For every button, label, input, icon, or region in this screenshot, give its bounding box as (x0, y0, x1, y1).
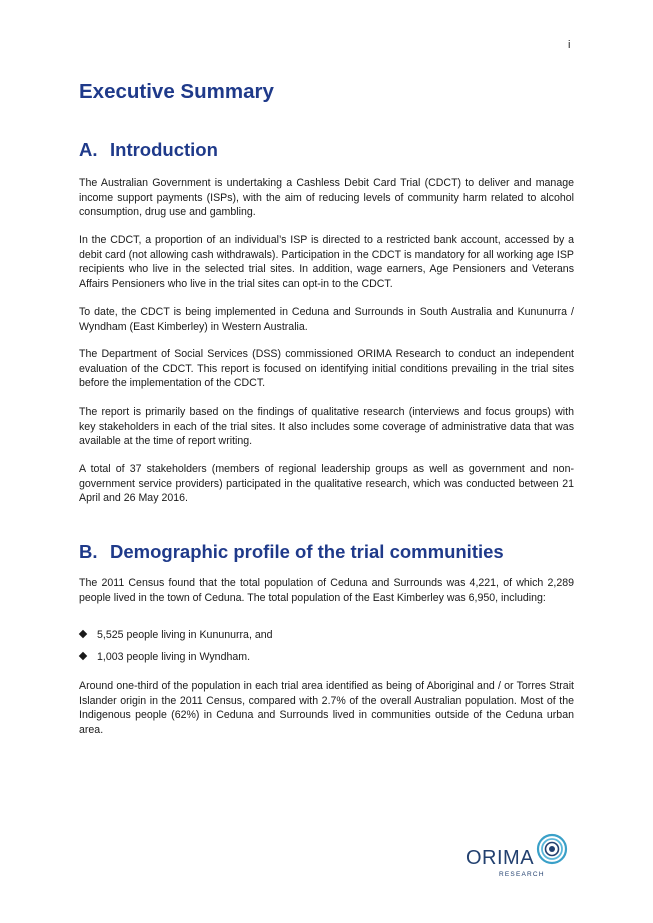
orima-circles-icon (536, 833, 568, 865)
paragraph: Around one-third of the population in each trial area identified as being of Aboriginal and / or Torres Strait Islander origin in the 2011 Census, compared with 2.7% of the overall Australian population. Most of the Indigenous people (62%) in Ceduna and Surrounds lived in communities outside of the Ceduna urban area. (79, 680, 574, 737)
section-title: Introduction (110, 139, 218, 160)
paragraph: A total of 37 stakeholders (members of regional leadership groups as well as government and non-government service providers) participated in the qualitative research, which was conducted between 21 April and 26 May 2016. (79, 463, 574, 505)
paragraph: The Australian Government is undertaking a Cashless Debit Card Trial (CDCT) to deliver and manage income support payments (ISPs), with the aim of reducing levels of community harm related to alcohol consumption, drug use and gambling. (79, 177, 574, 219)
paragraph: In the CDCT, a proportion of an individual’s ISP is directed to a restricted bank account, accessed by a debit card (not allowing cash withdrawals). Participation in the CDCT is mandatory for all working age ISP recipients who live in the selected trial sites. In addition, wage earners, Age Pensioners and Veterans Affairs Pensioners who live in the trial sites can opt-in to the CDCT. (79, 234, 574, 291)
diamond-bullet-icon (79, 652, 87, 660)
page-title: Executive Summary (79, 80, 274, 103)
section-heading-introduction (79, 139, 218, 161)
section-title: Demographic profile of the trial communities (110, 541, 504, 562)
paragraph: The report is primarily based on the findings of qualitative research (interviews and focus groups) with key stakeholders in each of the trial sites. It also includes some coverage of administrative data that was available at the time of report writing. (79, 406, 574, 448)
orima-logo (466, 833, 574, 883)
section-heading-demographic-profile (79, 541, 504, 563)
paragraph: The 2011 Census found that the total population of Ceduna and Surrounds was 4,221, of which 2,289 people lived in the town of Ceduna. The total population of the East Kimberley was 6,950, including: (79, 577, 574, 604)
section-letter: B. (79, 541, 98, 562)
paragraph: To date, the CDCT is being implemented in Ceduna and Surrounds in South Australia and Kununurra / Wyndham (East Kimberley) in Western Australia. (79, 306, 574, 333)
paragraph: The Department of Social Services (DSS) commissioned ORIMA Research to conduct an independent evaluation of the CDCT. This report is focused on identifying initial conditions prevailing in the trial sites before the implementation of the CDCT. (79, 348, 574, 390)
logo-wordmark: ORIMA (466, 847, 535, 869)
logo-subtitle: RESEARCH (499, 871, 545, 878)
bullet-item (80, 628, 273, 643)
page-number: i (568, 39, 571, 51)
section-letter: A. (79, 139, 98, 160)
bullet-text: 1,003 people living in Wyndham. (97, 651, 251, 663)
bullet-text: 5,525 people living in Kununurra, and (97, 629, 273, 641)
diamond-bullet-icon (79, 630, 87, 638)
bullet-item (80, 650, 250, 665)
